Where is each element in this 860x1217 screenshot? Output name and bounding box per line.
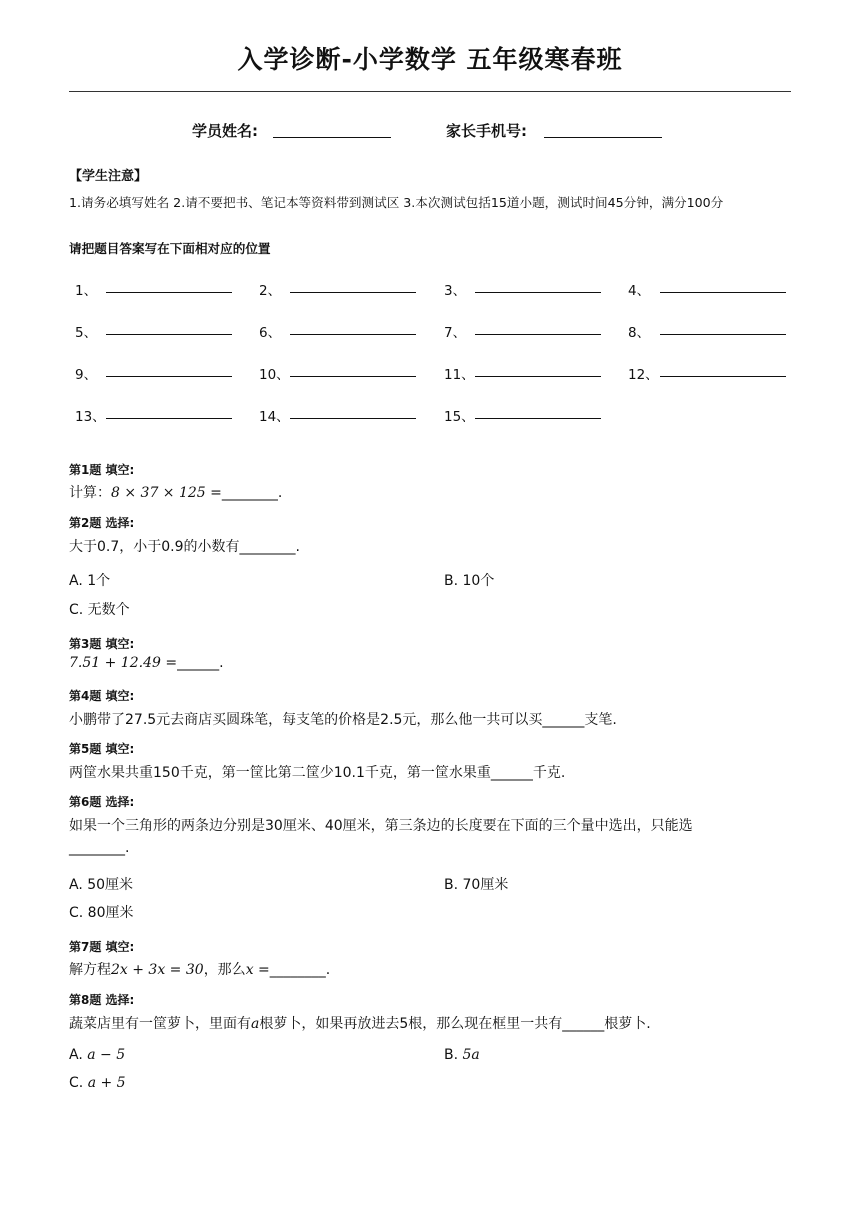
question-7-text: [69, 959, 330, 979]
answer-number: 14、: [259, 409, 290, 425]
question-2-option-b[interactable]: B. 10个: [444, 573, 495, 589]
question-3-header: 第3题 填空:: [69, 637, 135, 651]
question-7-prefix: 解方程: [69, 962, 111, 978]
answer-line-10[interactable]: [290, 376, 416, 377]
question-5-header: 第5题 填空:: [69, 742, 135, 756]
question-4-header: 第4题 填空:: [69, 689, 135, 703]
answer-line-8[interactable]: [660, 334, 786, 335]
option-label: A.: [69, 1047, 83, 1063]
question-2-option-c[interactable]: C. 无数个: [69, 602, 130, 618]
answer-number: 3、: [444, 283, 467, 299]
question-8-variable: a: [251, 1016, 260, 1032]
answer-number: 9、: [75, 367, 98, 383]
notice-heading: 【学生注意】: [69, 169, 148, 184]
student-name-field[interactable]: [273, 137, 391, 138]
answer-number: 1、: [75, 283, 98, 299]
parent-phone-label: 家长手机号:: [446, 122, 527, 140]
question-3-text: [69, 655, 224, 671]
question-8-option-a[interactable]: [69, 1047, 125, 1063]
question-1-math: 8 × 37 × 125 =: [111, 485, 222, 501]
answer-number: 15、: [444, 409, 475, 425]
answer-line-14[interactable]: [290, 418, 416, 419]
answer-line-1[interactable]: [106, 292, 232, 293]
question-8-option-b[interactable]: [444, 1047, 480, 1063]
answer-line-2[interactable]: [290, 292, 416, 293]
question-3-math: 7.51 + 12.49 =: [69, 655, 178, 671]
question-4-text: 小鹏带了27.5元去商店买圆珠笔，每支笔的价格是2.5元，那么他一共可以买______支笔.: [69, 712, 617, 728]
answer-number: 13、: [75, 409, 106, 425]
answer-line-15[interactable]: [475, 418, 601, 419]
question-8-text: [69, 1013, 651, 1033]
question-6-option-b[interactable]: B. 70厘米: [444, 877, 509, 893]
question-1-text: [69, 482, 282, 502]
page-title: 入学诊断-小学数学 五年级寒春班: [237, 45, 623, 74]
question-1-header: 第1题 填空:: [69, 463, 135, 477]
question-8-text-a: 蔬菜店里有一筐萝卜，里面有: [69, 1016, 251, 1032]
question-7-header: 第7题 填空:: [69, 940, 135, 954]
question-7-blank: ________.: [269, 962, 331, 978]
answer-line-5[interactable]: [106, 334, 232, 335]
parent-phone-field[interactable]: [544, 137, 662, 138]
question-3-blank: ______.: [177, 655, 224, 671]
notice-text: 1.请务必填写姓名 2.请不要把书、笔记本等资料带到测试区 3.本次测试包括15道小题，测试时间45分钟，满分100分: [69, 195, 724, 210]
question-1-prefix: 计算：: [69, 485, 111, 501]
question-1-blank: ________.: [221, 485, 283, 501]
question-6-option-c[interactable]: C. 80厘米: [69, 905, 134, 921]
answer-line-11[interactable]: [475, 376, 601, 377]
question-2-header: 第2题 选择:: [69, 516, 135, 530]
option-math: 5a: [462, 1047, 480, 1063]
title-divider: [69, 91, 791, 92]
answer-line-6[interactable]: [290, 334, 416, 335]
question-6-text: 如果一个三角形的两条边分别是30厘米、40厘米，第三条边的长度要在下面的三个量中选出，只能选: [69, 818, 693, 834]
answer-number: 5、: [75, 325, 98, 341]
question-8-text-b: 根萝卜，如果再放进去5根，那么现在框里一共有______根萝卜.: [259, 1016, 651, 1032]
answer-line-4[interactable]: [660, 292, 786, 293]
question-7-equation: 2x + 3x = 30: [111, 962, 204, 978]
question-7-mid: ，那么: [203, 962, 246, 978]
answer-line-3[interactable]: [475, 292, 601, 293]
answer-number: 7、: [444, 325, 467, 341]
question-6-blank: ________.: [69, 840, 130, 856]
option-math: a − 5: [87, 1047, 126, 1063]
question-8-option-c[interactable]: [69, 1075, 126, 1091]
question-6-header: 第6题 选择:: [69, 795, 135, 809]
answer-number: 12、: [628, 367, 659, 383]
answer-line-9[interactable]: [106, 376, 232, 377]
answer-number: 2、: [259, 283, 282, 299]
answer-line-12[interactable]: [660, 376, 786, 377]
question-2-option-a[interactable]: A. 1个: [69, 573, 111, 589]
option-label: C.: [69, 1075, 84, 1091]
answer-number: 11、: [444, 367, 475, 383]
answer-number: 6、: [259, 325, 282, 341]
question-2-text: 大于0.7，小于0.9的小数有________.: [69, 539, 300, 555]
answer-number: 8、: [628, 325, 651, 341]
answer-number: 4、: [628, 283, 651, 299]
question-7-unknown: x =: [245, 962, 270, 978]
answer-line-7[interactable]: [475, 334, 601, 335]
option-label: B.: [444, 1047, 459, 1063]
question-6-option-a[interactable]: A. 50厘米: [69, 877, 134, 893]
answer-line-13[interactable]: [106, 418, 232, 419]
question-8-header: 第8题 选择:: [69, 993, 135, 1007]
option-math: a + 5: [87, 1075, 126, 1091]
answer-sheet-instruction: 请把题目答案写在下面相对应的位置: [69, 241, 271, 256]
student-name-label: 学员姓名:: [192, 122, 258, 140]
answer-number: 10、: [259, 367, 290, 383]
question-5-text: 两筐水果共重150千克，第一筐比第二筐少10.1千克，第一筐水果重______千克.: [69, 765, 566, 781]
